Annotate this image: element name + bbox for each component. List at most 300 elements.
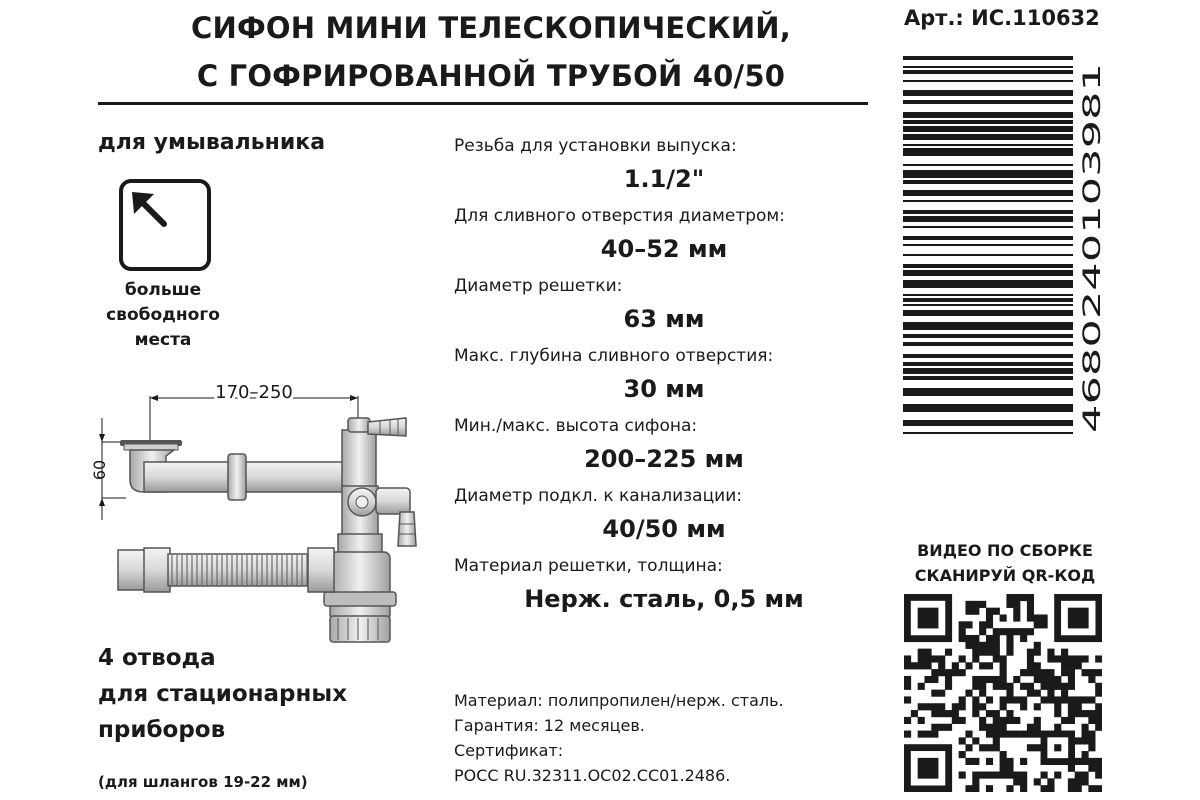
article-number: Арт.: ИС.110632	[904, 6, 1100, 30]
qr-module	[1027, 655, 1034, 662]
qr-module	[904, 683, 911, 690]
qr-module	[1082, 696, 1089, 703]
qr-module	[1013, 601, 1020, 608]
qr-module	[1013, 696, 1020, 703]
hose-size-note: (для шлангов 19-22 мм)	[98, 773, 308, 791]
qr-code[interactable]	[904, 594, 1102, 792]
qr-module	[1013, 614, 1020, 621]
qr-module	[1020, 594, 1027, 601]
qr-module	[1068, 676, 1075, 683]
free-space-caption	[88, 278, 238, 353]
qr-module	[918, 662, 925, 669]
qr-module	[1020, 731, 1027, 738]
qr-module	[1020, 778, 1027, 785]
qr-module	[959, 751, 966, 758]
qr-module	[965, 621, 972, 628]
qr-module	[965, 758, 972, 765]
barcode-bar	[903, 294, 1073, 296]
qr-module	[1082, 737, 1089, 744]
qr-module	[979, 642, 986, 649]
qr-module	[1088, 785, 1095, 792]
qr-module	[1075, 758, 1082, 765]
qr-module	[979, 662, 986, 669]
qr-module	[1088, 669, 1095, 676]
qr-module	[1034, 642, 1041, 649]
qr-module	[1082, 758, 1089, 765]
qr-module	[986, 608, 993, 615]
qr-module	[918, 608, 939, 629]
barcode-bar	[903, 126, 1073, 132]
qr-module	[1047, 655, 1054, 662]
qr-module	[1061, 669, 1068, 676]
outlets-heading-line2: для стационарных	[98, 681, 348, 707]
qr-module	[972, 785, 979, 792]
qr-module	[1095, 724, 1102, 731]
qr-module	[1068, 669, 1075, 676]
qr-module	[993, 724, 1000, 731]
spec-grate-diameter	[454, 274, 874, 334]
qr-module	[1000, 731, 1007, 738]
qr-module	[986, 744, 993, 751]
qr-module	[1034, 621, 1041, 628]
spec-siphon-height	[454, 414, 874, 474]
qr-module	[965, 744, 972, 751]
qr-module	[1000, 772, 1007, 779]
qr-module	[1075, 737, 1082, 744]
qr-module	[1088, 744, 1095, 751]
qr-module	[1061, 662, 1068, 669]
qr-module	[972, 772, 979, 779]
qr-module	[993, 744, 1000, 751]
qr-module	[1027, 628, 1034, 635]
qr-module	[1075, 710, 1082, 717]
qr-module	[1061, 655, 1068, 662]
qr-module	[993, 608, 1000, 615]
qr-module	[911, 710, 918, 717]
qr-module	[1000, 724, 1007, 731]
qr-module	[938, 690, 945, 697]
qr-module	[965, 690, 972, 697]
qr-module	[1088, 731, 1095, 738]
qr-module	[931, 669, 938, 676]
qr-module	[1095, 772, 1102, 779]
barcode-bar	[903, 216, 1073, 222]
qr-module	[1006, 772, 1013, 779]
qr-module	[1013, 778, 1020, 785]
qr-module	[924, 649, 931, 656]
qr-module	[1041, 772, 1048, 779]
qr-module	[911, 662, 918, 669]
siphon-diagram	[86, 378, 446, 648]
barcode-bar	[903, 404, 1073, 412]
qr-module	[945, 724, 952, 731]
barcode-bar	[903, 432, 1073, 434]
qr-module	[1006, 594, 1013, 601]
qr-module	[938, 710, 945, 717]
qr-module	[1020, 703, 1027, 710]
qr-module	[993, 710, 1000, 717]
barcode-bar	[903, 120, 1073, 124]
barcode-bar	[903, 376, 1073, 380]
qr-module	[1020, 628, 1027, 635]
spec-sewer-diameter	[454, 484, 874, 544]
qr-module	[979, 703, 986, 710]
qr-module	[979, 683, 986, 690]
barcode-bar	[903, 56, 1073, 60]
qr-module	[1068, 662, 1075, 669]
qr-module	[924, 703, 931, 710]
qr-module	[972, 655, 979, 662]
qr-module	[945, 676, 952, 683]
spec-value: 40/50 мм	[602, 515, 726, 543]
barcode-bar	[903, 354, 1073, 358]
qr-module	[1075, 772, 1082, 779]
qr-module	[1088, 710, 1095, 717]
barcode-bar	[903, 280, 1073, 288]
barcode-bar	[903, 190, 1073, 196]
qr-module	[986, 621, 993, 628]
qr-module	[1075, 662, 1082, 669]
qr-module	[904, 676, 911, 683]
qr-module	[972, 703, 979, 710]
qr-module	[938, 662, 945, 669]
qr-module	[1061, 690, 1068, 697]
qr-module	[1020, 696, 1027, 703]
qr-module	[924, 731, 931, 738]
qr-module	[993, 642, 1000, 649]
barcode-bar	[903, 70, 1073, 74]
qr-module	[1006, 765, 1013, 772]
qr-module	[952, 717, 959, 724]
qr-module	[972, 710, 979, 717]
qr-module	[979, 601, 986, 608]
barcode-bar	[903, 144, 1073, 146]
qr-module	[1027, 724, 1034, 731]
qr-module	[1006, 628, 1013, 635]
qr-module	[931, 690, 938, 697]
qr-module	[986, 731, 993, 738]
qr-module	[1006, 731, 1013, 738]
product-title-line2: С ГОФРИРОВАННОЙ ТРУБОЙ 40/50	[196, 59, 786, 93]
qr-module	[979, 628, 986, 635]
footer-certificate-value: РОСС RU.32311.ОС02.СС01.2486.	[454, 766, 731, 785]
qr-module	[931, 655, 938, 662]
qr-module	[986, 785, 993, 792]
barcode-digits: 4680240103981	[1078, 234, 1106, 433]
qr-module	[1006, 690, 1013, 697]
qr-module	[1054, 683, 1061, 690]
qr-module	[1034, 669, 1041, 676]
qr-module	[1034, 731, 1041, 738]
spec-value: 1.1/2"	[623, 165, 705, 193]
qr-module	[1027, 731, 1034, 738]
qr-module	[1000, 614, 1007, 621]
barcode-bar	[903, 298, 1073, 302]
qr-module	[1027, 690, 1034, 697]
barcode-bar	[903, 322, 1073, 330]
qr-module	[918, 758, 939, 779]
barcode-bar	[903, 164, 1073, 166]
qr-module	[1075, 703, 1082, 710]
qr-module	[1061, 696, 1068, 703]
qr-module	[1034, 778, 1041, 785]
qr-module	[1013, 731, 1020, 738]
qr-module	[972, 601, 979, 608]
qr-module	[1041, 669, 1048, 676]
qr-module	[1041, 696, 1048, 703]
barcode-bar	[903, 304, 1073, 306]
qr-module	[1000, 703, 1007, 710]
qr-module	[931, 676, 938, 683]
title-divider	[98, 102, 868, 105]
qr-module	[918, 649, 925, 656]
qr-module	[986, 758, 993, 765]
barcode-bar	[903, 334, 1073, 338]
qr-module	[952, 703, 959, 710]
qr-module	[1034, 614, 1041, 621]
qr-module	[1020, 635, 1027, 642]
qr-module	[1034, 703, 1041, 710]
qr-module	[904, 655, 911, 662]
qr-module	[1027, 649, 1034, 656]
qr-module	[931, 731, 938, 738]
qr-module	[993, 772, 1000, 779]
qr-module	[918, 683, 925, 690]
qr-module	[979, 744, 986, 751]
qr-module	[1095, 683, 1102, 690]
qr-module	[959, 655, 966, 662]
qr-module	[1041, 676, 1048, 683]
qr-module	[1047, 690, 1054, 697]
spec-thread	[454, 134, 874, 194]
barcode-bar	[903, 420, 1073, 426]
qr-module	[945, 649, 952, 656]
qr-module	[1088, 717, 1095, 724]
qr-module	[1095, 655, 1102, 662]
barcode-bar	[903, 226, 1073, 228]
qr-module	[972, 635, 979, 642]
spec-label: Материал решетки, толщина:	[454, 556, 723, 576]
qr-module	[986, 642, 993, 649]
qr-module	[979, 717, 986, 724]
qr-module	[993, 737, 1000, 744]
qr-module	[1095, 710, 1102, 717]
qr-module	[1013, 608, 1020, 615]
qr-module	[1054, 710, 1061, 717]
barcode-bar	[903, 180, 1073, 184]
footer-warranty: Гарантия: 12 месяцев.	[454, 716, 645, 735]
spec-value: 40–52 мм	[600, 235, 728, 263]
qr-module	[1082, 724, 1089, 731]
qr-module	[979, 676, 986, 683]
qr-module	[993, 676, 1000, 683]
width-dimension-label: 170–250	[215, 382, 293, 403]
spec-label: Для сливного отверстия диаметром:	[454, 206, 785, 226]
qr-module	[1006, 710, 1013, 717]
qr-module	[993, 731, 1000, 738]
qr-module	[1088, 765, 1095, 772]
qr-module	[1034, 724, 1041, 731]
qr-module	[986, 635, 993, 642]
qr-module	[986, 710, 993, 717]
qr-module	[993, 717, 1000, 724]
qr-module	[965, 608, 972, 615]
qr-module	[1006, 717, 1013, 724]
barcode-bar	[903, 100, 1073, 104]
qr-module	[938, 655, 945, 662]
qr-module	[1020, 758, 1027, 765]
qr-module	[986, 696, 993, 703]
qr-module	[1068, 765, 1075, 772]
qr-module	[986, 676, 993, 683]
qr-module	[1000, 683, 1007, 690]
qr-module	[918, 731, 925, 738]
qr-module	[1068, 608, 1089, 629]
barcode-bar	[903, 264, 1073, 268]
qr-module	[1068, 703, 1075, 710]
qr-module	[1013, 772, 1020, 779]
qr-module	[1054, 655, 1061, 662]
qr-module	[979, 724, 986, 731]
qr-module	[993, 628, 1000, 635]
qr-module	[1047, 778, 1054, 785]
barcode-bar	[903, 80, 1073, 82]
qr-module	[938, 703, 945, 710]
qr-module	[1027, 614, 1034, 621]
qr-module	[1082, 669, 1089, 676]
qr-module	[972, 676, 979, 683]
barcode-bars	[903, 56, 1073, 434]
qr-module	[1095, 717, 1102, 724]
qr-module	[1006, 635, 1013, 642]
qr-module	[1082, 772, 1089, 779]
barcode-bar	[903, 342, 1073, 346]
qr-module	[979, 649, 986, 656]
spec-drain-hole-diameter	[454, 204, 874, 264]
qr-module	[1013, 628, 1020, 635]
qr-module	[1000, 765, 1007, 772]
qr-module	[924, 662, 931, 669]
qr-module	[1082, 655, 1089, 662]
qr-module	[993, 655, 1000, 662]
spec-value: 63 мм	[623, 305, 705, 333]
qr-module	[1068, 778, 1075, 785]
usage-subtitle: для умывальника	[98, 130, 326, 155]
qr-module	[1020, 683, 1027, 690]
barcode-bar	[903, 170, 1073, 178]
qr-module	[1082, 751, 1089, 758]
qr-module	[1006, 696, 1013, 703]
qr-module	[965, 642, 972, 649]
qr-module	[918, 655, 925, 662]
spec-label: Диаметр решетки:	[454, 276, 623, 296]
spec-label: Резьба для установки выпуска:	[454, 136, 737, 156]
qr-module	[959, 621, 966, 628]
product-title-line1: СИФОН МИНИ ТЕЛЕСКОПИЧЕСКИЙ,	[191, 11, 791, 45]
qr-module	[1047, 696, 1054, 703]
qr-module	[1020, 669, 1027, 676]
qr-module	[931, 703, 938, 710]
qr-module	[945, 669, 952, 676]
qr-module	[972, 696, 979, 703]
qr-module	[931, 724, 938, 731]
qr-module	[1006, 683, 1013, 690]
qr-module	[1027, 669, 1034, 676]
barcode-bar	[903, 362, 1073, 366]
qr-module	[1020, 785, 1027, 792]
qr-module	[918, 717, 925, 724]
qr-module	[959, 737, 966, 744]
qr-module	[959, 628, 966, 635]
outlets-heading-line1: 4 отвода	[98, 645, 216, 671]
qr-module	[1075, 655, 1082, 662]
qr-module	[965, 785, 972, 792]
qr-module	[1006, 649, 1013, 656]
spec-label: Макс. глубина сливного отверстия:	[454, 346, 774, 366]
qr-module	[945, 683, 952, 690]
qr-module	[965, 635, 972, 642]
barcode-bar	[903, 270, 1073, 276]
qr-module	[1000, 696, 1007, 703]
qr-module	[1061, 717, 1068, 724]
barcode-bar	[903, 148, 1073, 156]
qr-module	[1000, 676, 1007, 683]
qr-module	[1068, 696, 1075, 703]
spec-max-drain-depth	[454, 344, 874, 404]
qr-module	[972, 683, 979, 690]
qr-module	[1006, 785, 1013, 792]
free-space-caption-line2: свободного	[106, 305, 220, 325]
qr-module	[1000, 655, 1007, 662]
qr-module	[972, 642, 979, 649]
qr-module	[979, 690, 986, 697]
qr-module	[1095, 703, 1102, 710]
height-dimension-label: 60	[90, 459, 109, 481]
qr-module	[1095, 758, 1102, 765]
qr-module	[904, 717, 911, 724]
qr-module	[1088, 758, 1095, 765]
qr-module	[965, 601, 972, 608]
qr-module	[986, 662, 993, 669]
barcode-bar	[903, 388, 1073, 396]
qr-module	[1027, 608, 1034, 615]
barcode-bar	[903, 244, 1073, 246]
qr-module	[1075, 696, 1082, 703]
qr-module	[959, 635, 966, 642]
qr-module	[1027, 662, 1034, 669]
spec-label: Мин./макс. высота сифона:	[454, 416, 698, 436]
qr-module	[959, 696, 966, 703]
barcode-bar	[903, 90, 1073, 96]
barcode-bar	[903, 112, 1073, 118]
qr-module	[965, 731, 972, 738]
qr-module	[1095, 669, 1102, 676]
qr-module	[904, 696, 911, 703]
qr-module	[959, 717, 966, 724]
barcode	[895, 50, 1110, 440]
qr-module	[1082, 778, 1089, 785]
qr-module	[1041, 621, 1048, 628]
qr-module	[1000, 628, 1007, 635]
qr-module	[1068, 683, 1075, 690]
qr-module	[938, 669, 945, 676]
qr-module	[952, 662, 959, 669]
qr-module	[1054, 696, 1061, 703]
qr-module	[1006, 601, 1013, 608]
qr-caption-line1: ВИДЕО ПО СБОРКЕ	[917, 541, 1093, 560]
qr-module	[1054, 676, 1061, 683]
qr-module	[1047, 669, 1054, 676]
